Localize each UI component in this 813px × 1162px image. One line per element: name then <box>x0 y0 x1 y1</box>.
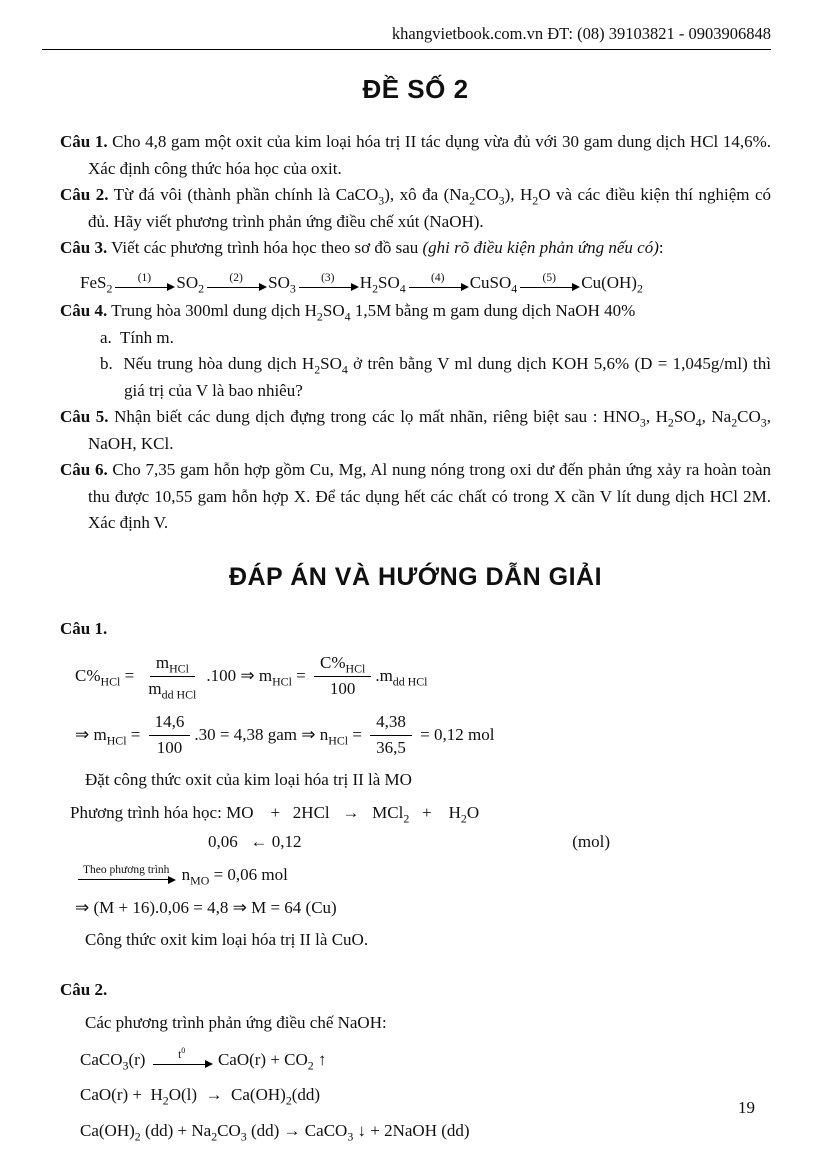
labeled-reaction-arrow <box>153 1046 211 1065</box>
question-label: Câu 4. <box>60 301 108 321</box>
solution-label: Câu 1. <box>60 618 108 638</box>
fraction-numerator: $C\%_{HCl}$ <box>314 652 371 677</box>
question-text: Cho 7,35 gam hỗn hợp gồm Cu, Mg, Al nung nóng trong oxi dư đến phản ứng xảy ra hoàn toàn thu được 10,55 gam hỗn hợp X. Để tác dụng hết các chất có trong X cần V lít dung dịch HCl 2M. Xác định V. <box>88 460 772 533</box>
question-subitem <box>100 325 771 352</box>
labeled-reaction-arrow <box>207 272 265 288</box>
formula-text: $CaO(r) + H_2O(l) \to Ca(OH)_2(dd)$ <box>80 1085 321 1108</box>
solution-text: Đặt công thức oxit của kim loại hóa trị II là MO <box>85 769 412 789</box>
question-label: Câu 5. <box>60 407 109 427</box>
right-arrow-icon <box>520 287 578 288</box>
solution-text: Các phương trình phản ứng điều chế NaOH: <box>85 1012 387 1032</box>
question-subitem <box>100 351 771 404</box>
page-header <box>60 24 771 44</box>
fraction <box>370 711 412 760</box>
right-arrow-icon <box>153 1064 211 1065</box>
subitem-text: Tính m. <box>120 327 174 347</box>
question-label: Câu 3. <box>60 238 108 257</box>
solution-label: Câu 2. <box>60 979 108 999</box>
question-text: Nhận biết các dung dịch đựng trong các lọ mất nhãn, riêng biệt sau : $HNO_3$, $H_2SO_4$, $Na_2CO_3$, NaOH, KCl. <box>88 407 771 453</box>
right-arrow-icon <box>78 879 174 880</box>
question-label: Câu 2. <box>60 185 109 204</box>
right-arrow-icon <box>115 287 173 288</box>
question-item <box>60 129 771 182</box>
question-label: Câu 1. <box>60 132 108 151</box>
formula-text: $C\%_{HCl}$ = <box>75 665 139 689</box>
question-text: Từ đá vôi (thành phần chính là CaCO$_3$), xô đa $(Na_2CO_3)$, $H_2O$ và các điều kiện thí nghiệm có đủ. Hãy viết phương trình phản ứng điều chế xút (NaOH). <box>88 185 771 231</box>
page-title: ĐỀ SỐ 2 <box>362 74 469 104</box>
fraction <box>314 652 371 701</box>
arrow-condition-label: $t^0$ <box>178 1046 186 1061</box>
formula-text: (mol) <box>572 831 610 851</box>
labeled-reaction-arrow <box>409 272 467 288</box>
formula-line <box>80 1046 771 1072</box>
arrow-condition-label: (4) <box>431 271 445 284</box>
fraction-numerator: 14,6 <box>149 711 191 736</box>
document-content <box>60 129 771 1143</box>
answers-heading: ĐÁP ÁN VÀ HƯỚNG DẪN GIẢI <box>228 562 603 591</box>
question-item <box>60 457 771 537</box>
fraction-denominator: 100 <box>329 678 356 698</box>
labeled-reaction-arrow <box>520 272 578 288</box>
formula-line <box>80 1120 771 1143</box>
question-item <box>60 298 771 325</box>
question-label: Câu 6. <box>60 460 108 480</box>
formula-text: $n_{MO} = 0,06$ mol <box>177 864 288 888</box>
solution-text: Công thức oxit kim loại hóa trị II là CuO. <box>85 929 369 949</box>
formula-line <box>208 831 610 854</box>
formula-text: $Ca(OH)_2$ $(dd) + Na_2CO_3$ (dd) → CaCO$_3$ ↓ + 2NaOH (dd) <box>80 1121 470 1144</box>
formula-line <box>75 864 771 887</box>
formula-text: FeS$_2$ <box>80 272 113 295</box>
formula-text: $SO_2$ <box>176 272 205 295</box>
page-number: 19 <box>738 1098 755 1117</box>
arrow-condition-label: (5) <box>542 271 556 284</box>
right-arrow-icon <box>299 287 357 288</box>
right-arrow-icon <box>409 287 467 288</box>
arrow-condition-label: Theo phương trình <box>83 863 170 876</box>
arrow-condition-label: (2) <box>229 271 243 284</box>
formula-text: 0,06 ← 0,12 <box>208 831 302 851</box>
arrow-condition-label: (3) <box>321 271 335 284</box>
formula-text: .100 ⇒ $m_{HCl}$ = <box>206 665 310 689</box>
header-rule <box>42 49 771 50</box>
arrow-condition-label: (1) <box>137 271 152 284</box>
labeled-reaction-arrow <box>299 272 357 288</box>
reaction-chain <box>80 272 771 295</box>
solution-text: Phương trình hóa học: MO + 2HCl → MCl$_2$ + $H_2O$ <box>70 802 480 826</box>
formula-text: CaCO$_3$(r) <box>80 1049 150 1072</box>
formula-text: $Cu(OH)_2$ <box>581 272 643 295</box>
subitem-marker: a. <box>100 327 120 347</box>
formula-text: ⇒ $m_{HCl}$ = <box>75 724 145 748</box>
fraction-denominator: 36,5 <box>376 737 406 757</box>
formula-text: ⇒ (M + 16).0,06 = 4,8 ⇒ M = 64 (Cu) <box>75 897 337 917</box>
labeled-reaction-arrow <box>115 272 173 288</box>
formula-line <box>80 1084 771 1107</box>
question-item <box>60 182 771 235</box>
question-text: Cho 4,8 gam một oxit của kim loại hóa trị II tác dụng vừa đủ với 30 gam dung dịch HCl 14,6%. Xác định công thức hóa học của oxit. <box>88 132 772 178</box>
subitem-marker: b. <box>100 354 124 374</box>
header-text: khangvietbook.com.vn ĐT: (08) 39103821 - 0903906848 <box>391 24 771 43</box>
formula-text: .30 = 4,38 gam ⇒ $n_{HCl}$ = <box>194 724 367 748</box>
subitem-text: Nếu trung hòa dung dịch $H_2SO_4$ ở trên bằng V ml dung dịch KOH 5,6% (D = 1,045g/ml) thì giá trị của V là bao nhiêu? <box>123 354 771 400</box>
question-item <box>60 235 771 262</box>
question-item <box>60 404 771 457</box>
question-text: Viết các phương trình hóa học theo sơ đồ sau (ghi rõ điều kiện phản ứng nếu có): <box>107 238 664 257</box>
right-arrow-icon <box>207 287 265 288</box>
formula-line <box>75 897 771 920</box>
fraction <box>142 652 202 701</box>
formula-text: $H_2SO_4$ <box>359 272 406 295</box>
question-text: Trung hòa 300ml dung dịch $H_2SO_4$ 1,5M bằng m gam dung dịch NaOH 40% <box>107 301 636 324</box>
formula-text: = 0,12 mol <box>415 724 495 744</box>
fraction-numerator: $m_{HCl}$ <box>150 652 195 677</box>
labeled-reaction-arrow <box>78 864 174 880</box>
formula-text: CuSO$_4$ <box>469 272 518 295</box>
formula-text: $.m_{dd HCl}$ <box>375 665 428 689</box>
formula-text: $CaO(r) + CO_2$ ↑ <box>213 1049 327 1072</box>
formula-text: $SO_3$ <box>268 272 296 295</box>
fraction-numerator: 4,38 <box>370 711 412 736</box>
fraction <box>149 711 191 760</box>
fraction-denominator: 100 <box>156 737 183 757</box>
fraction-denominator: $m_{dd HCl}$ <box>148 678 197 702</box>
formula-line <box>75 652 771 701</box>
formula-line <box>75 711 771 760</box>
